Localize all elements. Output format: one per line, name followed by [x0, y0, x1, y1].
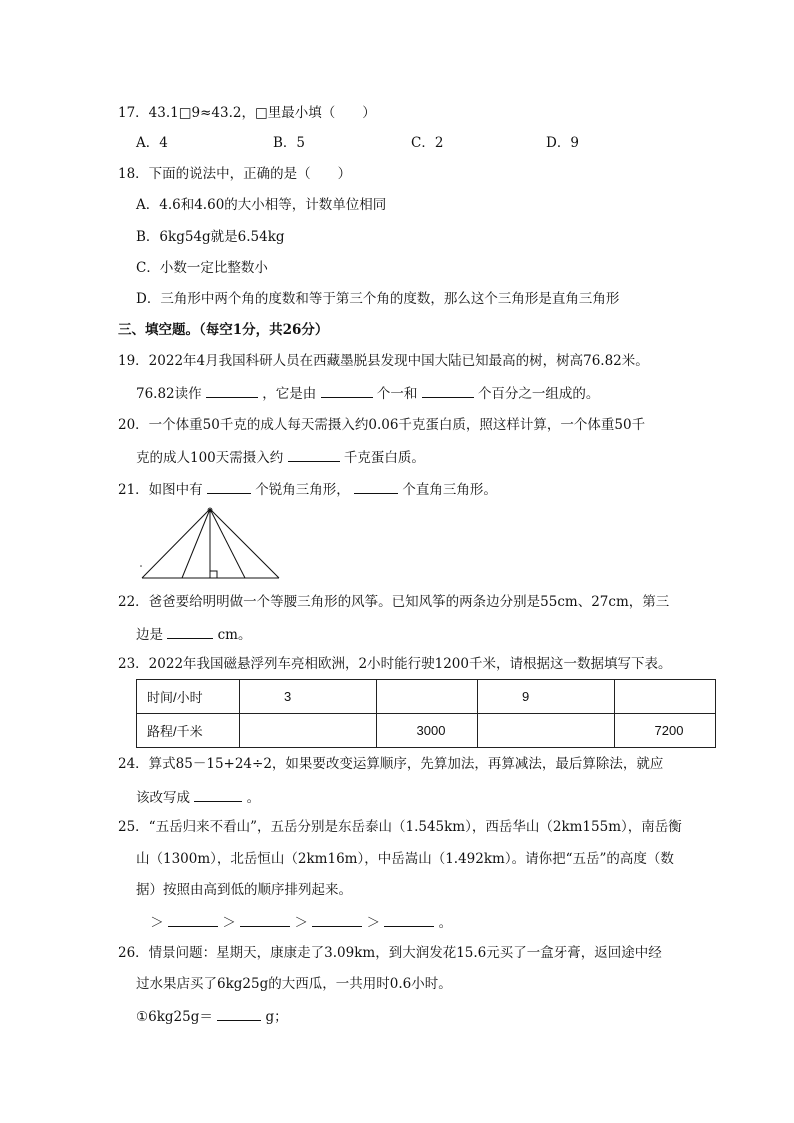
- q25-blank-3[interactable]: [312, 912, 362, 927]
- table-cell: 3000: [377, 714, 478, 748]
- q21-text-c: 个直角三角形。: [402, 482, 497, 498]
- section-heading: 三、填空题。（每空1分，共26分）: [118, 322, 329, 338]
- q20-line1: 20．一个体重50千克的成人每天需摄入约0.06千克蛋白质，照这样计算，一个体重50千: [118, 417, 646, 433]
- q25-ordering-row: [146, 912, 452, 932]
- q25-line3: 据）按照由高到低的顺序排列起来。: [136, 882, 352, 898]
- q18-option-a: A．4.6和4.60的大小相等，计数单位相同: [136, 197, 387, 213]
- q22-blank[interactable]: [167, 624, 213, 639]
- q19-line2: [136, 383, 599, 403]
- q25-gt-4: ＞: [366, 915, 381, 931]
- q25-blank-1[interactable]: [168, 912, 218, 927]
- q22-text-a: 边是: [136, 627, 163, 643]
- q18-option-b: B．6kg54g就是6.54kg: [136, 229, 285, 245]
- q25-blank-2[interactable]: [240, 912, 290, 927]
- q26-blank[interactable]: [217, 1006, 261, 1021]
- q20-blank[interactable]: [288, 447, 340, 462]
- q25-line2: 山（1300m），北岳恒山（2km16m），中岳嵩山（1.492km）。请你把“五岳”的高度（数: [136, 851, 674, 867]
- q22-line2: [136, 624, 251, 644]
- q26-line1: 26．情景问题：星期天，康康走了3.09km，到大润发花15.6元买了一盒牙膏，返回途中经: [118, 945, 662, 961]
- q25-gt-1: ＞: [150, 915, 164, 931]
- table-cell-empty[interactable]: [615, 680, 716, 714]
- q21-text-a: 21．如图中有: [118, 482, 203, 498]
- table-row-distance: [137, 714, 716, 748]
- q25-blank-4[interactable]: [384, 912, 434, 927]
- q19-blank-2[interactable]: [321, 383, 373, 398]
- q20-line2: [136, 447, 425, 467]
- q25-end: 。: [438, 915, 453, 931]
- q17-stem: 17．43.1□9≈43.2，□里最小填（ ）: [118, 105, 376, 121]
- q25-line1: 25．“五岳归来不看山”，五岳分别是东岳泰山（1.545km），西岳华山（2km155m），南岳衡: [118, 819, 682, 835]
- table-cell-empty[interactable]: [478, 714, 615, 748]
- q17-option-d: D．9: [546, 135, 579, 151]
- q22-line1: 22．爸爸要给明明做一个等腰三角形的风筝。已知风筝的两条边分别是55cm、27cm，第三: [118, 594, 670, 610]
- q24-blank[interactable]: [194, 787, 242, 802]
- q24-text-a: 该改写成: [136, 790, 190, 806]
- q26-sub1-text-a: ①6kg25g＝: [136, 1009, 213, 1025]
- q19-text-c: 个一和: [376, 386, 418, 402]
- q19-text-b: ，它是由: [262, 386, 317, 402]
- q21-blank-2[interactable]: [354, 479, 398, 494]
- q26-sub1: [136, 1006, 288, 1026]
- q26-sub1-text-b: g；: [265, 1009, 288, 1025]
- q21-line: [118, 479, 497, 499]
- q18-option-c: C．小数一定比整数小: [136, 260, 268, 276]
- table-cell: 3: [240, 680, 377, 714]
- q26-line2: 过水果店买了6kg25g的大西瓜，一共用时0.6小时。: [136, 976, 452, 992]
- q19-blank-1[interactable]: [206, 383, 258, 398]
- table-cell: 7200: [615, 714, 716, 748]
- q19-text-d: 个百分之一组成的。: [477, 386, 600, 402]
- q19-blank-3[interactable]: [422, 383, 474, 398]
- table-row-time: [137, 680, 716, 714]
- q24-text-b: 。: [246, 790, 261, 806]
- q25-gt-3: ＞: [294, 915, 308, 931]
- table-header-time: 时间/小时: [137, 680, 240, 714]
- triangle-right-side: [210, 509, 279, 578]
- speed-table: [136, 679, 716, 748]
- q25-gt-2: ＞: [222, 915, 236, 931]
- q23-stem: 23．2022年我国磁悬浮列车亮相欧洲，2小时能行驶1200千米，请根据这一数据填写下表。: [118, 656, 672, 672]
- table-cell-empty[interactable]: [240, 714, 377, 748]
- triangle-left-side: [142, 509, 210, 578]
- q17-option-b: B．5: [273, 135, 306, 151]
- q21-blank-1[interactable]: [207, 479, 251, 494]
- cevian-right: [210, 509, 245, 578]
- q17-option-c: C．2: [411, 135, 444, 151]
- table-header-distance: 路程/千米: [137, 714, 240, 748]
- q20-text-a: 克的成人100天需摄入约: [136, 450, 284, 466]
- q24-line1: 24．算式85－15+24÷2，如果要改变运算顺序，先算加法，再算减法，最后算除法，就应: [118, 756, 664, 772]
- q18-stem: 18．下面的说法中，正确的是（ ）: [118, 166, 352, 182]
- q17-option-a: A．4: [136, 135, 168, 151]
- table-cell: 9: [478, 680, 615, 714]
- q19-line1: 19．2022年4月我国科研人员在西藏墨脱县发现中国大陆已知最高的树，树高76.82米。: [118, 353, 649, 369]
- q24-line2: [136, 787, 260, 807]
- q20-text-b: 千克蛋白质。: [343, 450, 425, 466]
- right-angle-marker: [210, 571, 217, 578]
- cevian-left: [182, 509, 210, 578]
- q19-text-a: 76.82读作: [136, 386, 202, 402]
- stray-dot: [140, 565, 142, 567]
- q22-text-b: cm。: [217, 627, 252, 643]
- table-cell-empty[interactable]: [377, 680, 478, 714]
- triangle-figure: [138, 506, 283, 581]
- q18-option-d: D．三角形中两个角的度数和等于第三个角的度数，那么这个三角形是直角三角形: [136, 291, 620, 307]
- q21-text-b: 个锐角三角形，: [255, 482, 350, 498]
